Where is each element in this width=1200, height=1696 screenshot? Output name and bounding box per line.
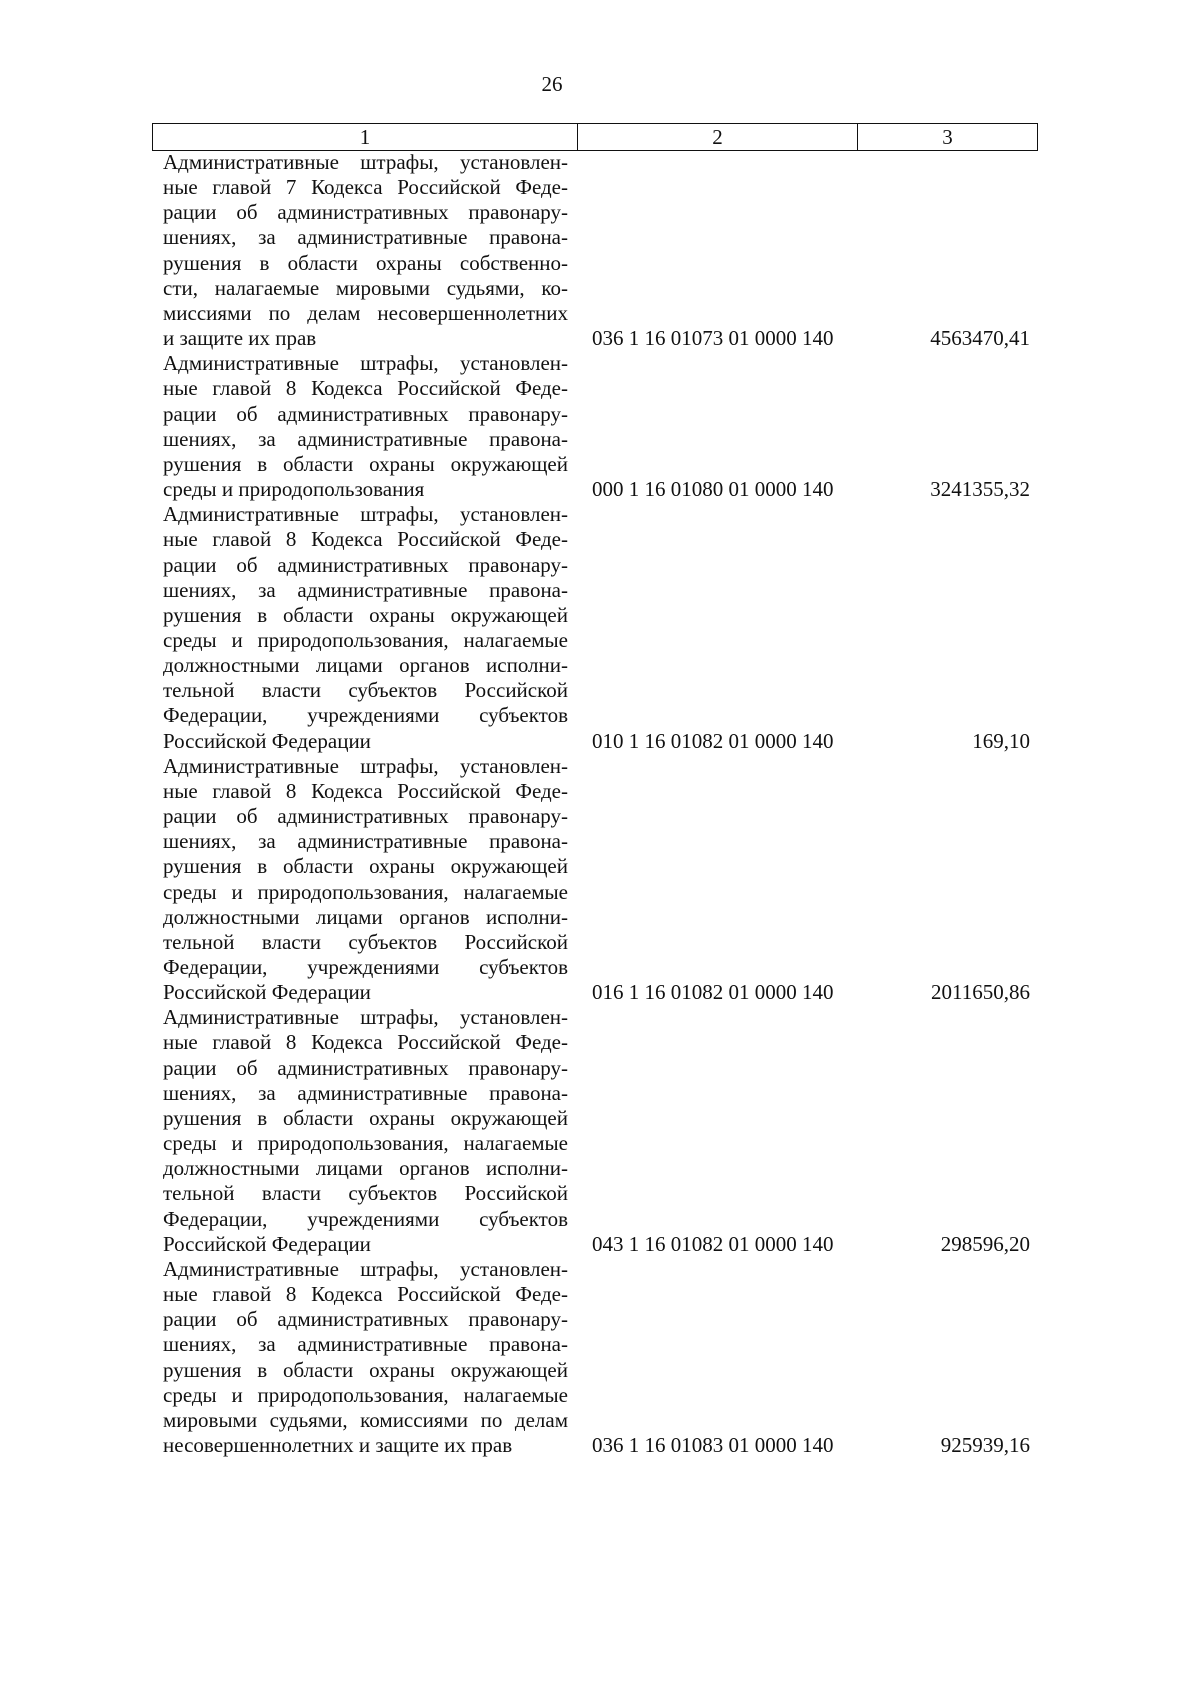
description-line: рушения в области охраны окружающей xyxy=(163,1357,568,1382)
description-line: рушения в области охраны собственно- xyxy=(163,250,568,275)
table-body xyxy=(163,150,1038,1458)
description-line: Административные штрафы, установлен- xyxy=(163,1005,568,1030)
description-line: Российской Федерации xyxy=(163,980,371,1005)
table-row xyxy=(163,502,1038,754)
page-number: 26 xyxy=(541,72,563,96)
description-line: шениях, за административные правона- xyxy=(163,225,568,250)
description-line: Российской Федерации xyxy=(163,1231,371,1256)
amount-value: 169,10 xyxy=(972,728,1030,753)
description-line: рушения в области охраны окружающей xyxy=(163,1105,568,1130)
description-line: Административные штрафы, установлен- xyxy=(163,1256,568,1281)
description-line: шениях, за административные правона- xyxy=(163,577,568,602)
description-line: рации об административных правонару- xyxy=(163,1307,568,1332)
table-header-col-3: 3 xyxy=(942,125,953,149)
description-line: тельной власти субъектов Российской xyxy=(163,929,568,954)
description-line: Федерации, учреждениями субъектов xyxy=(163,955,568,979)
table-row xyxy=(163,150,1038,351)
amount-value: 925939,16 xyxy=(940,1432,1030,1457)
description-line: ные главой 8 Кодекса Российской Феде- xyxy=(163,527,568,552)
description-line: среды и природопользования, налагаемые xyxy=(163,1382,568,1407)
description-line: рации об административных правонару- xyxy=(163,1055,568,1080)
description-line: сти, налагаемые мировыми судьями, ко- xyxy=(163,275,568,300)
description-line: среды и природопользования, налагаемые xyxy=(163,879,568,904)
description-line: ные главой 8 Кодекса Российской Феде- xyxy=(163,778,568,803)
description-line: рации об административных правонару- xyxy=(163,552,568,577)
description-line: шениях, за административные правона- xyxy=(163,1332,568,1357)
description-line: ные главой 8 Кодекса Российской Феде- xyxy=(163,376,568,401)
description-line: ные главой 7 Кодекса Российской Феде- xyxy=(163,175,568,200)
amount-value: 298596,20 xyxy=(940,1231,1030,1256)
description-line: Федерации, учреждениями субъектов xyxy=(163,1206,568,1231)
table-row xyxy=(163,754,1038,1006)
description-line: ные главой 8 Кодекса Российской Феде- xyxy=(163,1030,568,1055)
description-line: Административные штрафы, установлен- xyxy=(163,753,568,778)
description-line: рации об административных правонару- xyxy=(163,200,568,225)
description-line: тельной власти субъектов Российской xyxy=(163,1181,568,1206)
description-line: тельной власти субъектов Российской xyxy=(163,678,568,703)
row-description xyxy=(163,1005,568,1257)
description-line: рации об административных правонару- xyxy=(163,804,568,829)
table-header-col-1: 1 xyxy=(153,124,578,150)
description-line: рушения в области охраны окружающей xyxy=(163,602,568,627)
budget-code: 043 1 16 01082 01 0000 140 xyxy=(592,1231,834,1256)
row-description xyxy=(163,1257,568,1458)
amount-value: 2011650,86 xyxy=(931,980,1030,1005)
description-line: Федерации, учреждениями субъектов xyxy=(163,703,568,728)
table-row xyxy=(163,1005,1038,1257)
description-line: должностными лицами органов исполни- xyxy=(163,1156,568,1181)
description-line: рации об административных правонару- xyxy=(163,401,568,426)
row-description xyxy=(163,351,568,502)
budget-code: 010 1 16 01082 01 0000 140 xyxy=(592,728,834,753)
budget-code: 036 1 16 01073 01 0000 140 xyxy=(592,326,834,351)
description-line: миссиями по делам несовершеннолетних xyxy=(163,300,568,325)
description-line: Административные штрафы, установлен- xyxy=(163,150,568,174)
description-line: среды и природопользования, налагаемые xyxy=(163,1131,568,1156)
amount-value: 4563470,41 xyxy=(930,326,1030,351)
description-line: рушения в области охраны окружающей xyxy=(163,854,568,879)
budget-code: 000 1 16 01080 01 0000 140 xyxy=(592,477,834,502)
description-line: среды и природопользования xyxy=(163,477,425,502)
amount-value: 3241355,32 xyxy=(930,477,1030,502)
row-description xyxy=(163,150,568,351)
description-line: Административные штрафы, установлен- xyxy=(163,502,568,527)
description-line: и защите их прав xyxy=(163,326,317,351)
description-line: среды и природопользования, налагаемые xyxy=(163,627,568,652)
table-row xyxy=(163,1257,1038,1458)
row-description xyxy=(163,502,568,754)
budget-code: 016 1 16 01082 01 0000 140 xyxy=(592,980,834,1005)
table-row xyxy=(163,351,1038,502)
description-line: должностными лицами органов исполни- xyxy=(163,653,568,678)
table-header xyxy=(152,123,1038,151)
description-line: шениях, за административные правона- xyxy=(163,1080,568,1105)
description-line: должностными лицами органов исполни- xyxy=(163,904,568,929)
description-line: Российской Федерации xyxy=(163,728,371,753)
description-line: Административные штрафы, установлен- xyxy=(163,351,568,376)
description-line: рушения в области охраны окружающей xyxy=(163,451,568,476)
description-line: шениях, за административные правона- xyxy=(163,829,568,854)
table-header-col-2: 2 xyxy=(578,124,858,150)
description-line: ные главой 8 Кодекса Российской Феде- xyxy=(163,1282,568,1307)
row-description xyxy=(163,754,568,1006)
description-line: несовершеннолетних и защите их прав xyxy=(163,1432,513,1457)
description-line: мировыми судьями, комиссиями по делам xyxy=(163,1407,568,1432)
budget-code: 036 1 16 01083 01 0000 140 xyxy=(592,1432,834,1457)
description-line: шениях, за административные правона- xyxy=(163,426,568,451)
